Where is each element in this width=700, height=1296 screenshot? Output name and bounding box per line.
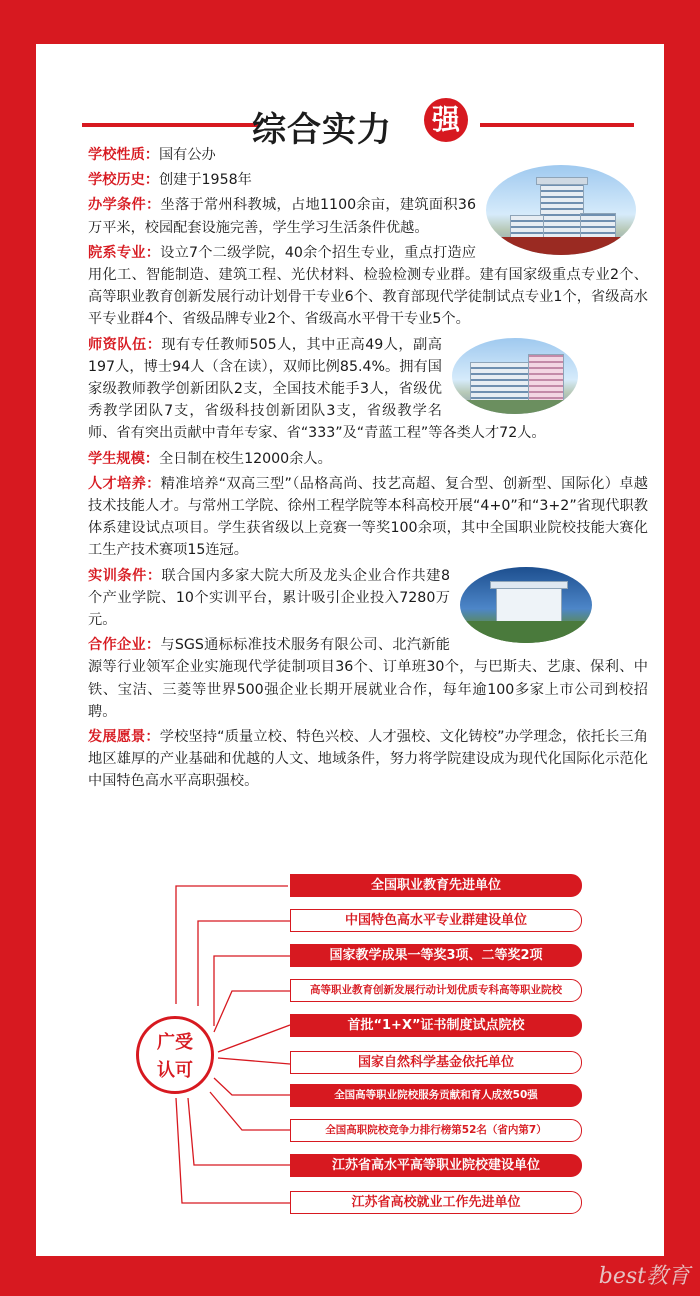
award-item: 全国高职院校竞争力排行榜第52名（省内第7） [290,1119,582,1142]
info-text: 联合国内多家大院大所及龙头企业合作共建8个产业学院、10个实训平台，累计吸引企业投入7280万元。 [88,567,450,629]
info-text: 坐落于常州科教城，占地1100余亩，建筑面积36万平米，校园配套设施完善，学生学习生活条件优越。 [88,197,476,236]
recognition-circle [136,1016,214,1094]
info-partners [88,634,648,723]
info-text: 设立7个二级学院，40余个招生专业，重点打造应用化工、智能制造、建筑工程、光伏材料、检验检测专业群。建有国家级重点专业2个、高等职业教育创新发展行动计划骨干专业6个、教育部现代学徒制试点专业1个，省级高水平专业群4个、省级品牌专业2个、省级高水平骨干专业5个。 [88,244,648,328]
header-rule-left [82,123,260,127]
info-text: 现有专任教师505人，其中正高49人，副高197人，博士94人（含在读），双师比例85.4%。拥有国家级教师教学创新团队2支，全国技术能手3人，省级优秀教学团队7支，省级科技创新团队3支，省级教学名师、省有突出贡献中青年专家、省“333”及“青蓝工程”等各类人才72人。 [88,336,546,442]
info-label: 发展愿景： [88,729,160,746]
info-label: 院系专业： [88,244,161,261]
campus-photo-training-center [460,567,592,643]
info-text: 创建于1958年 [158,172,252,189]
award-item: 江苏省高水平高等职业院校建设单位 [290,1154,582,1177]
info-training [88,473,648,562]
award-item: 全国职业教育先进单位 [290,874,582,897]
info-vision [88,726,648,793]
award-item: 国家教学成果一等奖3项、二等奖2项 [290,944,582,967]
circle-line-1: 广受 [157,1032,193,1053]
page-title: 综合实力 [252,110,392,150]
info-label: 学校历史： [88,172,159,189]
info-label: 办学条件： [88,197,161,214]
info-text: 全日制在校生12000余人。 [158,450,332,467]
award-item: 首批“1+X”证书制度试点院校 [290,1014,582,1037]
info-text: 与SGS通标标准技术服务有限公司、北汽新能源等行业领军企业实施现代学徒制项目36个、订单班30个，与巴斯夫、艺康、保利、中铁、宝洁、三菱等世界500强企业长期开展就业合作，每年逾100多家上市公司到校招聘。 [88,637,648,720]
circle-line-2: 认可 [157,1060,193,1081]
info-students [88,448,648,470]
title-badge: 强 [424,98,468,142]
award-item: 中国特色高水平专业群建设单位 [290,909,582,932]
info-text: 精准培养“双高三型”（品格高尚、技艺高超、复合型、创新型、国际化）卓越技术技能人才。与常州工学院、徐州工程学院等本科高校开展“4+0”和“3+2”省现代职教体系建设试点项目。学生获省级以上竞赛一等奖100余项，其中全国职业院校技能大赛化工生产技术赛项15连冠。 [88,475,648,559]
recognition-section [36,870,664,1240]
info-label: 师资队伍： [88,336,162,353]
info-list [88,144,648,796]
info-text: 国有公办 [158,147,216,163]
header-rule-right [480,123,634,127]
content-card [36,44,664,1256]
campus-photo-teaching-building [452,338,578,414]
info-label: 学生规模： [88,450,159,467]
info-nature [88,144,648,166]
info-label: 合作企业： [88,637,161,654]
campus-photo-main-building [486,165,636,255]
section-header [36,98,664,150]
award-item: 江苏省高校就业工作先进单位 [290,1191,582,1214]
award-item: 国家自然科学基金依托单位 [290,1051,582,1074]
info-label: 人才培养： [88,475,161,492]
award-item: 全国高等职业院校服务贡献和育人成效50强 [290,1084,582,1107]
watermark-logo: best教育 [598,1264,690,1289]
info-label: 实训条件： [88,567,162,584]
info-label: 学校性质： [88,147,159,163]
award-item: 高等职业教育创新发展行动计划优质专科高等职业院校 [290,979,582,1002]
info-text: 学校坚持“质量立校、特色兴校、人才强校、文化铸校”办学理念，依托长三角地区雄厚的产业基础和优越的人文、地域条件，努力将学院建设成为现代化国际化示范化中国特色高水平高职强校。 [88,729,648,790]
